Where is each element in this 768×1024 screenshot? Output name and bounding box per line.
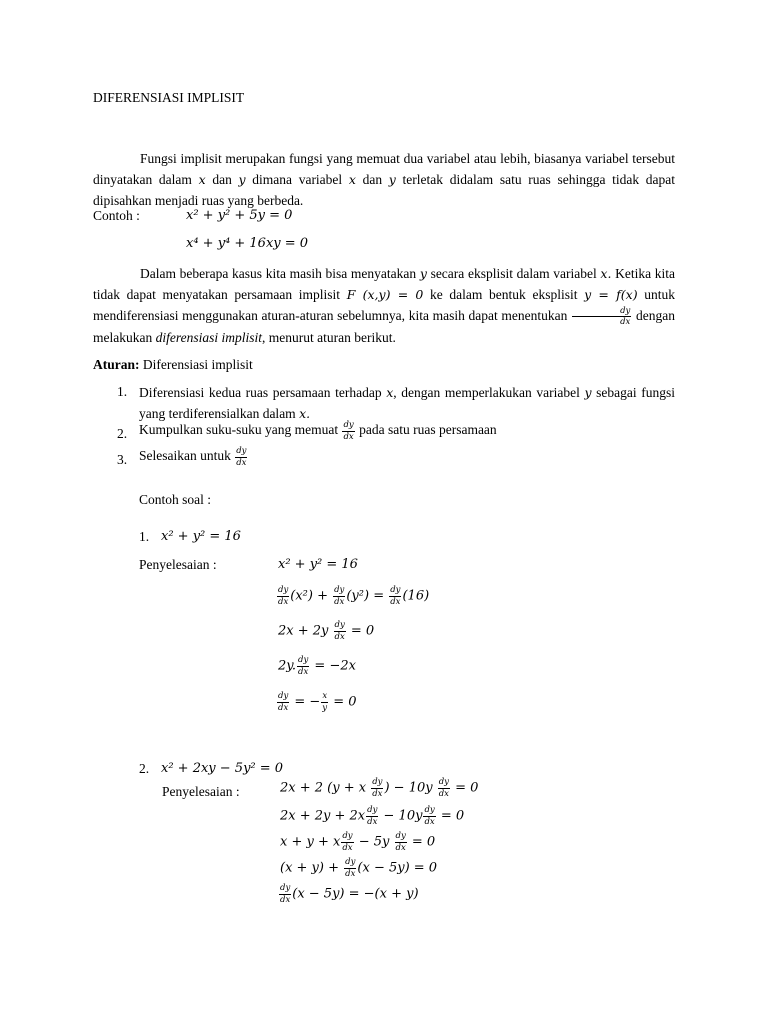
- problem-2-number: 2.: [139, 761, 150, 776]
- rule-3-number: 3.: [117, 452, 128, 467]
- p1-step-5: $\frac{dy}{dx}$ = − $\frac{x}{y}$ = 0: [278, 691, 357, 713]
- intro-paragraph: Fungsi implisit merupakan fungsi yang memuat dua variabel atau lebih, biasanya variabel tersebut dinyatakan dalam x dan y dimana variabel x dan y terletak didalam satu ruas sehingga tidak dapat dipisahkan menjadi ruas yang berbeda.: [93, 151, 676, 208]
- problem-2-equation: x² + 2xy − 5y² = 0: [161, 761, 284, 776]
- p2-step-5: $\frac{dy}{dx}$ (x − 5y) = −(x + y): [280, 883, 419, 905]
- dydx-fraction: $\frac{dy}{dx}$: [572, 307, 631, 327]
- p1-step-1: x² + y² = 16: [278, 557, 358, 572]
- rule-1-number: 1.: [117, 384, 128, 399]
- p1-step-3: 2x + 2y $\frac{dy}{dx}$ = 0: [278, 620, 375, 642]
- problem-2-solution-label: Penyelesaian :: [162, 784, 240, 799]
- rule-2-number: 2.: [117, 426, 128, 441]
- p1-step-4: 2y. $\frac{dy}{dx}$ = −2x: [278, 655, 356, 677]
- explanation-paragraph: Dalam beberapa kasus kita masih bisa menyatakan y secara eksplisit dalam variabel x. Ketika kita tidak dapat menyatakan persamaan implisit F (x,y) = 0 ke dalam bentuk eksplisit y = f(x) untuk mendiferensiasi menggunakan aturan-aturan sebelumnya, kita masih dapat menentukan $\frac{dy}{dx}$ dengan melakukan diferensiasi implisit, menurut aturan berikut.: [93, 266, 676, 345]
- problem-1-number: 1.: [139, 529, 150, 544]
- p2-step-1: 2x + 2 (y + x $\frac{dy}{dx}$ ) − 10y $\frac{dy}{dx}$ = 0: [280, 777, 479, 799]
- p1-step-2: $\frac{dy}{dx}$ (x²) + $\frac{dy}{dx}$ (y²) = $\frac{dy}{dx}$ (16): [278, 585, 430, 607]
- example-label: Contoh :: [93, 208, 140, 223]
- problem-1-solution-label: Penyelesaian :: [139, 557, 217, 572]
- rules-heading: Aturan: Diferensiasi implisit: [93, 357, 253, 372]
- rule-3-text: Selesaikan untuk $\frac{dy}{dx}$: [139, 446, 247, 468]
- rule-1-text: Diferensiasi kedua ruas persamaan terhadap x, dengan memperlakukan variabel y sebagai fungsi yang terdiferensialkan dalam x.: [139, 385, 675, 421]
- page-title: DIFERENSIASI IMPLISIT: [93, 90, 245, 105]
- example-equation-1: x² + y² + 5y = 0: [186, 208, 293, 223]
- p2-step-2: 2x + 2y + 2x $\frac{dy}{dx}$ − 10y $\frac{dy}{dx}$ = 0: [280, 805, 465, 827]
- rule-2-text: Kumpulkan suku-suku yang memuat $\frac{dy}{dx}$ pada satu ruas persamaan: [139, 420, 497, 442]
- example-problems-label: Contoh soal :: [139, 492, 212, 507]
- problem-1-equation: x² + y² = 16: [161, 529, 241, 544]
- p2-step-4: (x + y) + $\frac{dy}{dx}$ (x − 5y) = 0: [280, 857, 438, 879]
- p2-step-3: x + y + x $\frac{dy}{dx}$ − 5y $\frac{dy}{dx}$ = 0: [280, 831, 436, 853]
- example-equation-2: x⁴ + y⁴ + 16xy = 0: [186, 236, 309, 251]
